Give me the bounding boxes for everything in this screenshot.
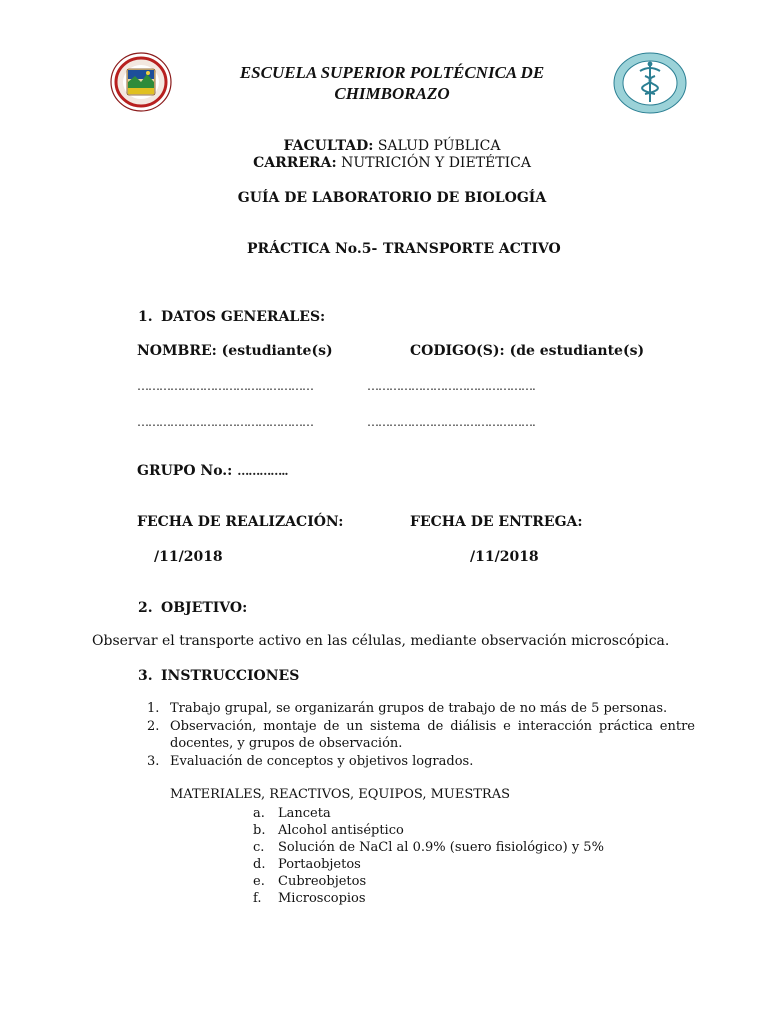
instruction-item [147,753,695,771]
material-item [253,805,604,822]
section2-number: 2. [138,600,153,616]
career-line [0,155,768,171]
material-text: Solución de NaCl al 0.9% (suero fisiológico) y 5% [278,840,604,855]
institution-title-line2: CHIMBORAZO [334,84,450,103]
nombre-label: NOMBRE: (estudiante(s) [137,343,333,359]
instruction-text: Trabajo grupal, se organizarán grupos de trabajo de no más de 5 personas. [170,701,668,716]
codigo-label: CODIGO(S): (de estudiante(s) [410,343,645,359]
fecha-entrega-label: FECHA DE ENTREGA: [410,514,583,530]
nombre-blank-1: ………………………………………… [137,379,313,393]
material-item [253,839,604,856]
instruction-item [147,700,695,718]
material-letter: f. [253,891,262,906]
faculty-label: FACULTAD: [283,138,374,154]
instruction-text: Observación, montaje de un sistema de diálisis e interacción práctica entre docentes, y grupos de observación. [170,718,695,751]
objective-text: Observar el transporte activo en las células, mediante observación microscópica. [92,633,670,649]
material-letter: c. [253,840,265,855]
nombre-blank-2: ………………………………………… [137,415,313,429]
material-letter: d. [253,857,266,872]
material-text: Portaobjetos [278,857,361,872]
instruction-item [147,718,695,753]
material-letter: b. [253,823,266,838]
material-letter: e. [253,874,265,889]
section2-heading: OBJETIVO: [161,600,248,616]
material-item [253,822,604,839]
material-item [253,873,604,890]
materials-heading: MATERIALES, REACTIVOS, EQUIPOS, MUESTRAS [170,787,510,802]
guide-title: GUÍA DE LABORATORIO DE BIOLOGÍA [237,190,547,206]
instruction-number: 3. [147,753,160,769]
faculty-value: SALUD PÚBLICA [377,138,501,154]
material-letter: a. [253,806,265,821]
section1-heading: DATOS GENERALES: [161,309,326,325]
career-label: CARRERA: [253,155,337,171]
fecha-realizacion-label: FECHA DE REALIZACIÓN: [137,514,344,530]
grupo-label: GRUPO No.: [137,463,233,479]
material-text: Alcohol antiséptico [278,823,404,838]
institution-title-line1: ESCUELA SUPERIOR POLTÉCNICA DE [239,63,545,82]
fecha-entrega-value: /11/2018 [470,549,539,565]
section3-number: 3. [138,668,153,684]
instruction-text: Evaluación de conceptos y objetivos logrados. [170,753,474,769]
codigo-blank-1: ………………………………………. [367,379,535,393]
material-item [253,890,604,907]
section3-heading: INSTRUCCIONES [161,668,300,684]
practice-name: TRANSPORTE ACTIVO [383,241,561,257]
instruction-number: 1. [147,701,160,716]
instructions-list [147,700,695,770]
institution-title [0,62,768,104]
material-text: Microscopios [278,891,366,906]
instruction-number: 2. [147,718,160,734]
material-text: Cubreobjetos [278,874,367,889]
grupo-blank: ………….. [237,464,288,478]
materials-list [253,805,604,907]
material-item [253,856,604,873]
grupo-line [137,463,288,479]
material-text: Lanceta [278,806,331,821]
section1-number: 1. [138,309,153,325]
fecha-realizacion-value: /11/2018 [154,549,223,565]
codigo-blank-2: ………………………………………. [367,415,535,429]
practice-number: PRÁCTICA No.5- [247,241,378,257]
faculty-line [0,138,768,154]
career-value: NUTRICIÓN Y DIETÉTICA [341,155,531,171]
